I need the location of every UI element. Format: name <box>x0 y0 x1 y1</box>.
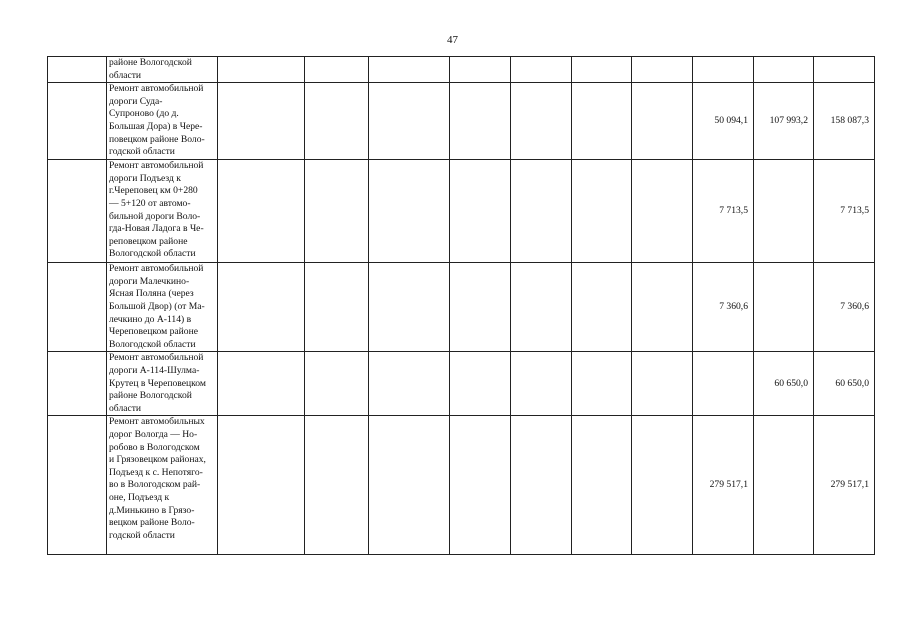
row-number-cell <box>48 57 107 83</box>
table-row <box>48 263 875 352</box>
description-cell: Ремонт автомобильной дороги А-114-Шулма- Крутец в Череповецком районе Вологодской области <box>107 352 218 416</box>
empty-cell <box>511 352 572 416</box>
total-cell: 279 517,1 <box>814 416 875 555</box>
empty-cell <box>450 83 511 160</box>
amount-cell: 7 360,6 <box>693 263 754 352</box>
empty-cell <box>450 263 511 352</box>
table-row <box>48 416 875 555</box>
empty-cell <box>572 57 632 83</box>
amount-cell <box>693 57 754 83</box>
empty-cell <box>572 416 632 555</box>
empty-cell <box>572 83 632 160</box>
amount-cell: 60 650,0 <box>754 352 814 416</box>
empty-cell <box>305 352 369 416</box>
description-cell: Ремонт автомобильной дороги Подъезд к г.Череповец км 0+280 — 5+120 от автомо- бильной дороги Воло- гда-Новая Ладога в Че- реповецком районе Вологодской области <box>107 160 218 263</box>
empty-cell <box>369 83 450 160</box>
empty-cell <box>305 160 369 263</box>
amount-cell <box>754 160 814 263</box>
amount-cell <box>754 263 814 352</box>
empty-cell <box>218 416 305 555</box>
empty-cell <box>305 57 369 83</box>
empty-cell <box>511 416 572 555</box>
table-row <box>48 352 875 416</box>
table-row <box>48 160 875 263</box>
empty-cell <box>218 57 305 83</box>
empty-cell <box>572 263 632 352</box>
total-cell: 158 087,3 <box>814 83 875 160</box>
empty-cell <box>369 263 450 352</box>
empty-cell <box>218 160 305 263</box>
amount-cell <box>693 352 754 416</box>
empty-cell <box>218 83 305 160</box>
empty-cell <box>450 352 511 416</box>
empty-cell <box>218 352 305 416</box>
empty-cell <box>450 160 511 263</box>
empty-cell <box>218 263 305 352</box>
amount-cell <box>754 416 814 555</box>
row-number-cell <box>48 416 107 555</box>
description-cell: районе Вологодской области <box>107 57 218 83</box>
empty-cell <box>632 57 693 83</box>
total-cell: 60 650,0 <box>814 352 875 416</box>
row-number-cell <box>48 263 107 352</box>
row-number-cell <box>48 160 107 263</box>
budget-table <box>47 56 875 555</box>
empty-cell <box>305 416 369 555</box>
empty-cell <box>632 416 693 555</box>
amount-cell <box>754 57 814 83</box>
empty-cell <box>369 160 450 263</box>
description-cell: Ремонт автомобильной дороги Суда- Супроново (до д. Большая Дора) в Чере- повецком районе Воло- годской области <box>107 83 218 160</box>
empty-cell <box>632 352 693 416</box>
description-cell: Ремонт автомобильных дорог Вологда — Но- робово в Вологодском и Грязовецком районах, Подъезд к с. Непотяго- во в Вологодском рай- оне, Подъезд к д.Минькино в Грязо- вецком районе Воло- годской области <box>107 416 218 555</box>
empty-cell <box>572 352 632 416</box>
empty-cell <box>450 416 511 555</box>
amount-cell: 279 517,1 <box>693 416 754 555</box>
empty-cell <box>305 83 369 160</box>
empty-cell <box>511 83 572 160</box>
row-number-cell <box>48 352 107 416</box>
empty-cell <box>572 160 632 263</box>
empty-cell <box>632 160 693 263</box>
table-row <box>48 57 875 83</box>
empty-cell <box>305 263 369 352</box>
total-cell: 7 360,6 <box>814 263 875 352</box>
amount-cell: 50 094,1 <box>693 83 754 160</box>
amount-cell: 107 993,2 <box>754 83 814 160</box>
total-cell: 7 713,5 <box>814 160 875 263</box>
amount-cell: 7 713,5 <box>693 160 754 263</box>
empty-cell <box>511 263 572 352</box>
empty-cell <box>511 160 572 263</box>
page-number: 47 <box>447 34 458 46</box>
total-cell <box>814 57 875 83</box>
empty-cell <box>369 352 450 416</box>
empty-cell <box>511 57 572 83</box>
description-cell: Ремонт автомобильной дороги Малечкино- Ясная Поляна (через Большой Двор) (от Ма- лечкино до А-114) в Череповецком районе Вологодской области <box>107 263 218 352</box>
empty-cell <box>632 83 693 160</box>
table-row <box>48 83 875 160</box>
empty-cell <box>632 263 693 352</box>
empty-cell <box>450 57 511 83</box>
row-number-cell <box>48 83 107 160</box>
empty-cell <box>369 416 450 555</box>
empty-cell <box>369 57 450 83</box>
